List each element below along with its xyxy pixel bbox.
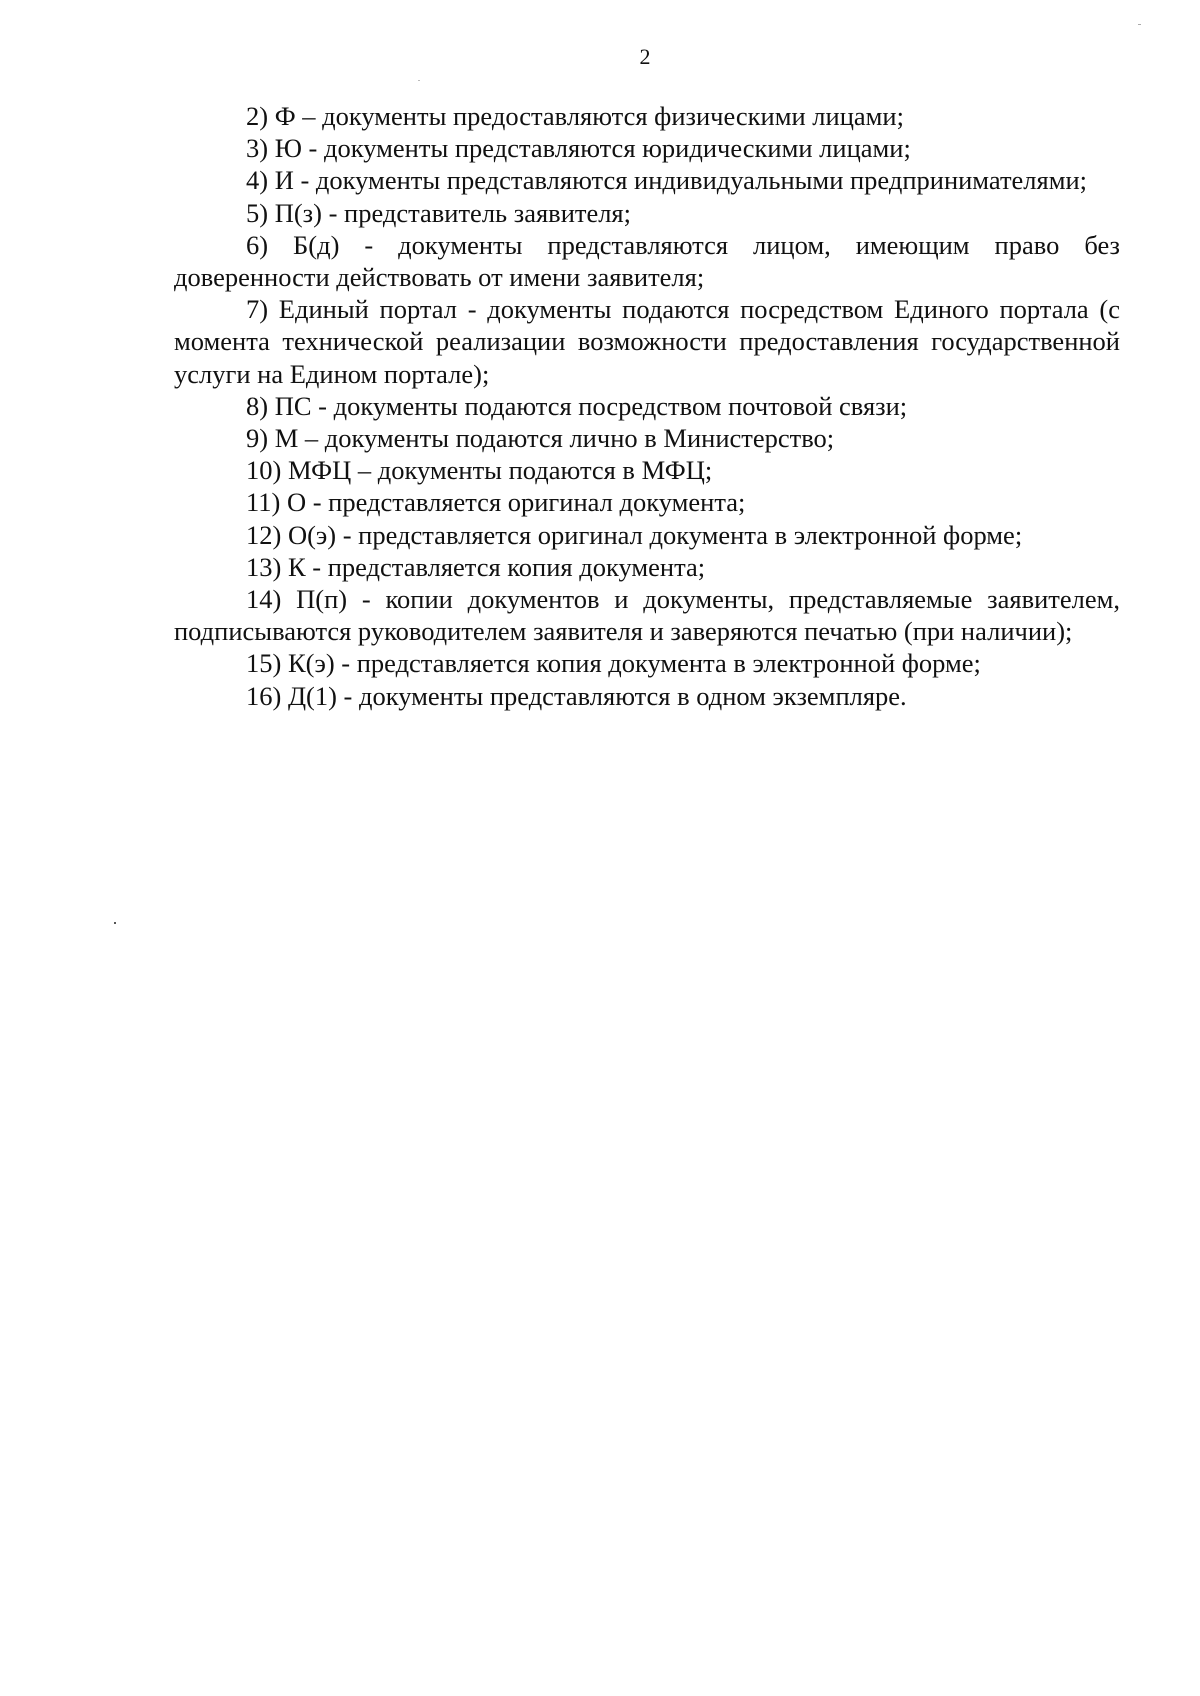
page-number: 2 bbox=[639, 44, 651, 69]
scan-speck bbox=[418, 80, 420, 81]
list-item: 13) К - представляется копия документа; bbox=[246, 551, 706, 582]
list-item: 14) П(п) - копии документов и документы, представляемые заявителем, подписываются руководителем заявителя и заверяются печатью (при наличии); bbox=[174, 584, 1120, 647]
list-item: 16) Д(1) - документы представляются в одном экземпляре. bbox=[246, 680, 907, 711]
list-item: 8) ПС - документы подаются посредством почтовой связи; bbox=[246, 390, 908, 421]
scan-speck bbox=[114, 922, 116, 924]
list-item: 6) Б(д) - документы представляются лицом, имеющим право без доверенности действовать от имени заявителя; bbox=[174, 229, 1120, 293]
list-item: 7) Единый портал - документы подаются посредством Единого портала (с момента технической реализации возможности предоставления государственной услуги на Едином портале); bbox=[174, 294, 1120, 389]
legend-list bbox=[174, 100, 1120, 712]
list-item: 3) Ю - документы представляются юридическими лицами; bbox=[246, 133, 911, 164]
list-item: 2) Ф – документы предоставляются физическими лицами; bbox=[246, 101, 904, 131]
list-item: 4) И - документы представляются индивидуальными предпринимателями; bbox=[246, 165, 1088, 196]
scan-speck bbox=[1138, 24, 1141, 25]
list-item: 9) М – документы подаются лично в Министерство; bbox=[246, 423, 835, 454]
list-item: 5) П(з) - представитель заявителя; bbox=[246, 197, 631, 228]
list-item: 11) О - представляется оригинал документа; bbox=[246, 487, 746, 518]
list-item: 12) О(э) - представляется оригинал документа в электронной форме; bbox=[246, 519, 1023, 550]
list-item: 10) МФЦ – документы подаются в МФЦ; bbox=[246, 455, 713, 486]
list-item: 15) К(э) - представляется копия документа в электронной форме; bbox=[246, 648, 981, 679]
